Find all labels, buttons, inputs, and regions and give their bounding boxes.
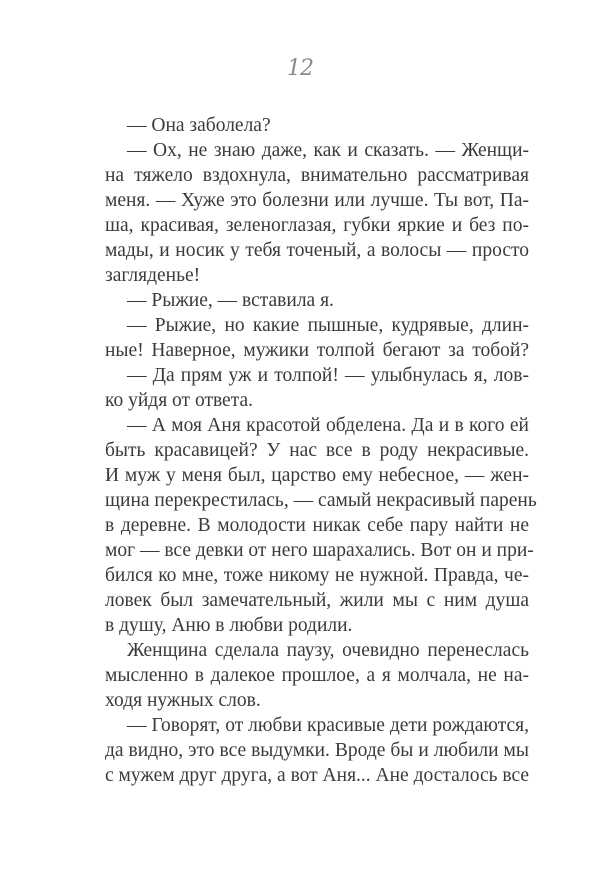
text-line: — А моя Аня красотой обделена. Да и в кого ей	[127, 415, 529, 436]
text-line: — Ох, не знаю даже, как и сказать. — Женщи-	[127, 140, 529, 161]
text-line: меня. — Хуже это болезни или лучше. Ты вот, Па-	[105, 190, 529, 211]
text-line: ша, красивая, зеленоглазая, губки яркие и без по-	[105, 215, 529, 236]
text-line: мады, и носик у тебя точеный, а волосы — просто	[105, 240, 529, 261]
body-text	[105, 113, 537, 788]
text-line: быть красавицей? У нас все в роду некрасивые.	[105, 440, 529, 461]
text-line: — Она заболела?	[127, 115, 271, 136]
text-line: на тяжело вздохнула, внимательно рассматривая	[105, 165, 529, 186]
text-line: ходя нужных слов.	[105, 690, 261, 711]
text-line: мысленно в далекое прошлое, а я молчала, не на-	[105, 665, 529, 686]
text-line: загляденье!	[105, 265, 201, 286]
text-line: в душу, Аню в любви родили.	[105, 615, 353, 636]
text-line: И муж у меня был, царство ему небесное, — жен-	[105, 465, 529, 486]
text-line: ловек был замечательный, жили мы с ним душа	[105, 590, 529, 611]
text-line: с мужем друг друга, а вот Аня... Ане досталось все	[105, 765, 530, 786]
text-line: ные! Наверное, мужики толпой бегают за тобой?	[105, 340, 529, 361]
text-line: да видно, это все выдумки. Вроде бы и любили мы	[105, 740, 529, 761]
text-line: в деревне. В молодости никак себе пару найти не	[105, 515, 529, 536]
text-line: мог — все девки от него шарахались. Вот он и при-	[105, 540, 534, 561]
text-line: Женщина сделала паузу, очевидно перенеслась	[127, 640, 529, 661]
page-number: 12	[287, 56, 313, 81]
text-line: — Рыжие, — вставила я.	[127, 290, 334, 311]
text-line: щина перекрестилась, — самый некрасивый парень	[105, 490, 537, 511]
text-line: — Говорят, от любви красивые дети рождаются,	[127, 715, 529, 736]
text-line: — Рыжие, но какие пышные, кудрявые, длин-	[127, 315, 529, 336]
text-line: — Да прям уж и толпой! — улыбнулась я, лов-	[127, 365, 529, 386]
text-line: ко уйдя от ответа.	[105, 390, 254, 411]
text-line: бился ко мне, тоже никому не нужной. Правда, че-	[105, 565, 529, 586]
